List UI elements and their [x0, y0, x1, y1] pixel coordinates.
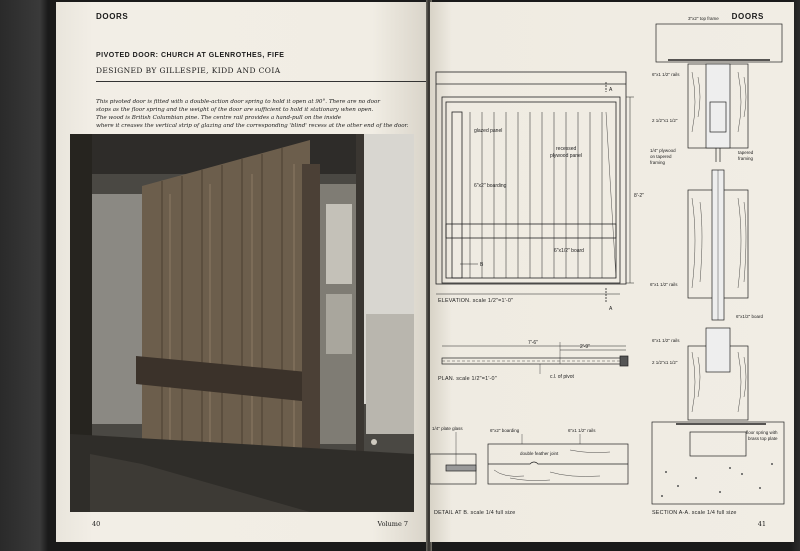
door-photograph: [70, 134, 414, 512]
page-number: 41: [757, 520, 766, 528]
label-plywood-panel: plywood panel: [550, 153, 582, 159]
detail-b-caption: DETAIL AT B. scale 1/4 full size: [434, 510, 516, 516]
caption-line: stops as the floor spring and the weight of the door are sufficient to hold it stationary when open.: [96, 107, 374, 113]
left-page: [56, 2, 428, 542]
marker-a-top: A: [609, 87, 613, 93]
label-recessed: recessed: [556, 146, 577, 152]
detail-rails: 6"x1 1/2" rails: [568, 428, 596, 433]
marker-a-bottom: A: [609, 306, 613, 312]
plan-pivot-label: c.l. of pivot: [550, 374, 574, 380]
label-board: 6"x1/2" board: [554, 248, 584, 254]
plan-dim-part: 2'-9": [580, 344, 590, 350]
designer-credit: DESIGNED BY GILLESPIE, KIDD AND COIA: [96, 66, 281, 75]
section-spring-2: brass top plate: [748, 436, 778, 441]
running-head: DOORS: [731, 12, 764, 21]
technical-drawings: [430, 2, 794, 542]
section-ply-3: framing: [650, 160, 666, 165]
photo-caption: [96, 98, 409, 130]
section-board: 6"x1/2" board: [736, 314, 763, 319]
plan-drawing: [442, 342, 628, 374]
caption-line: The wood is British Columbian pine. The centre rail provides a hand-pull on the inside: [96, 115, 342, 121]
section-top-frame: 3"x2" top frame: [688, 16, 719, 21]
plan-dim-total: 7'-6": [528, 340, 538, 346]
elevation-caption: ELEVATION. scale 1/2"=1'-0": [438, 298, 514, 304]
title-rule: [96, 81, 428, 82]
right-page: [430, 2, 794, 542]
label-glazed-panel: glazed panel: [474, 128, 503, 134]
caption-line: This pivoted door is fitted with a double-action door spring to hold it open at 90°. There are no door: [96, 99, 381, 105]
section-rails-top: 6"x1 1/2" rails: [652, 72, 680, 77]
section-size-a: 2 1/2"x1 1/2": [652, 118, 678, 123]
section-spring-1: floor spring with: [746, 430, 778, 435]
label-boarding: 6"x2" boarding: [474, 183, 507, 189]
elevation-drawing: [436, 72, 634, 302]
volume-label: Volume 7: [377, 520, 408, 528]
detail-plate-glass: 1/4" plate glass: [432, 426, 463, 431]
caption-line: where it creases the vertical strip of glazing and the corresponding 'blind' recess at the other end of the door.: [96, 123, 409, 129]
section-aa-caption: SECTION A-A. scale 1/4 full size: [652, 510, 737, 516]
section-tapered-2: framing: [738, 156, 754, 161]
section-ply-1: 1/4" plywood: [650, 148, 676, 153]
plan-caption: PLAN. scale 1/2"=1'-0": [438, 376, 497, 382]
section-size-b: 2 1/2"x1 1/2": [652, 360, 678, 365]
article-title: PIVOTED DOOR: CHURCH AT GLENROTHES, FIFE: [96, 52, 285, 59]
label-height: 8'-2": [634, 193, 644, 199]
section-ply-2: on tapered: [650, 154, 672, 159]
detail-boarding: 6"x2" boarding: [490, 428, 520, 433]
section-tapered-1: tapered: [738, 150, 754, 155]
marker-b: B: [480, 262, 484, 268]
detail-b-drawing: [430, 432, 628, 484]
running-head: DOORS: [96, 12, 129, 21]
page-number: 40: [92, 520, 101, 528]
detail-joint: double feather joint: [520, 451, 559, 456]
section-rails-low: 6"x1 1/2" rails: [652, 338, 680, 343]
section-rails-mid: 6"x1 1/2" rails: [650, 282, 678, 287]
